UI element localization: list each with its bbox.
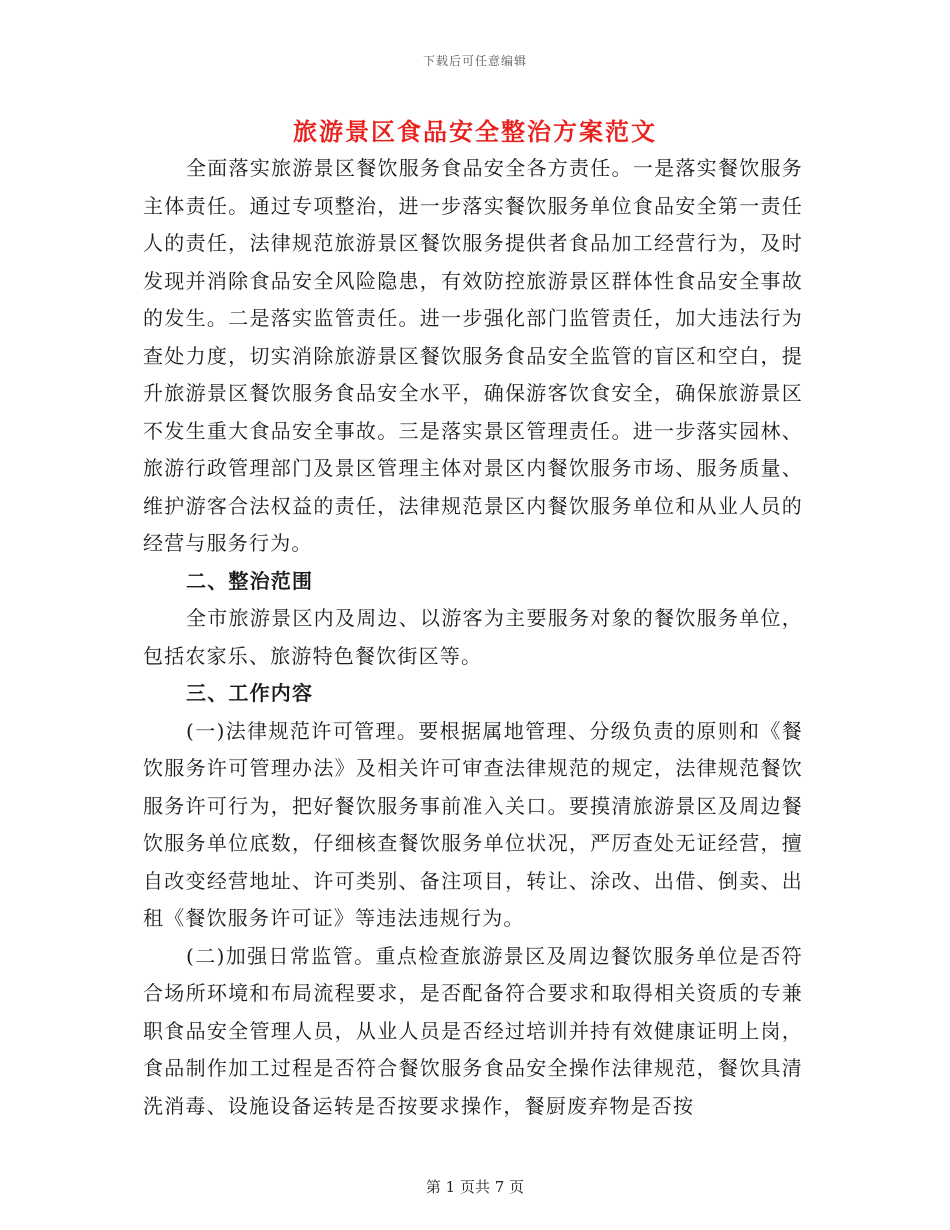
header-note: 下载后可任意编辑 <box>422 54 527 68</box>
paragraph: 全市旅游景区内及周边、以游客为主要服务对象的餐饮服务单位，包括农家乐、旅游特色餐饮街区等。 <box>143 606 803 668</box>
paragraph: 全面落实旅游景区餐饮服务食品安全各方责任。一是落实餐饮服务主体责任。通过专项整治，进一步落实餐饮服务单位食品安全第一责任人的责任，法律规范旅游景区餐饮服务提供者食品加工经营行为，及时发现并消除食品安全风险隐患，有效防控旅游景区群体性食品安全事故的发生。二是落实监管责任。进一步强化部门监管责任，加大违法行为查处力度，切实消除旅游景区餐饮服务食品安全监管的盲区和空白，提升旅游景区餐饮服务食品安全水平，确保游客饮食安全，确保旅游景区不发生重大食品安全事故。三是落实景区管理责任。进一步落实园林、旅游行政管理部门及景区管理主体对景区内餐饮服务市场、服务质量、维护游客合法权益的责任，法律规范景区内餐饮服务单位和从业人员的经营与服务行为。 <box>143 156 803 555</box>
paragraph: (二)加强日常监管。重点检查旅游景区及周边餐饮服务单位是否符合场所环境和布局流程要求，是否配备符合要求和取得相关资质的专兼职食品安全管理人员，从业人员是否经过培训并持有效健康证明上岗，食品制作加工过程是否符合餐饮服务食品安全操作法律规范，餐饮具清洗消毒、设施设备运转是否按要求操作，餐厨废弃物是否按 <box>143 943 803 1118</box>
paragraph: (一)法律规范许可管理。要根据属地管理、分级负责的原则和《餐饮服务许可管理办法》及相关许可审查法律规范的规定，法律规范餐饮服务许可行为，把好餐饮服务事前准入关口。要摸清旅游景区及周边餐饮服务单位底数，仔细核查餐饮服务单位状况，严厉查处无证经营，擅自改变经营地址、许可类别、备注项目，转让、涂改、出借、倒卖、出租《餐饮服务许可证》等违法违规行为。 <box>143 718 803 930</box>
document-title: 旅游景区食品安全整治方案范文 <box>293 117 657 146</box>
page-number-footer: 第 1 页共 7 页 <box>425 1178 525 1196</box>
section-heading: 二、整治范围 <box>186 568 314 593</box>
document-body <box>143 150 803 1125</box>
section-heading: 三、工作内容 <box>186 681 314 705</box>
